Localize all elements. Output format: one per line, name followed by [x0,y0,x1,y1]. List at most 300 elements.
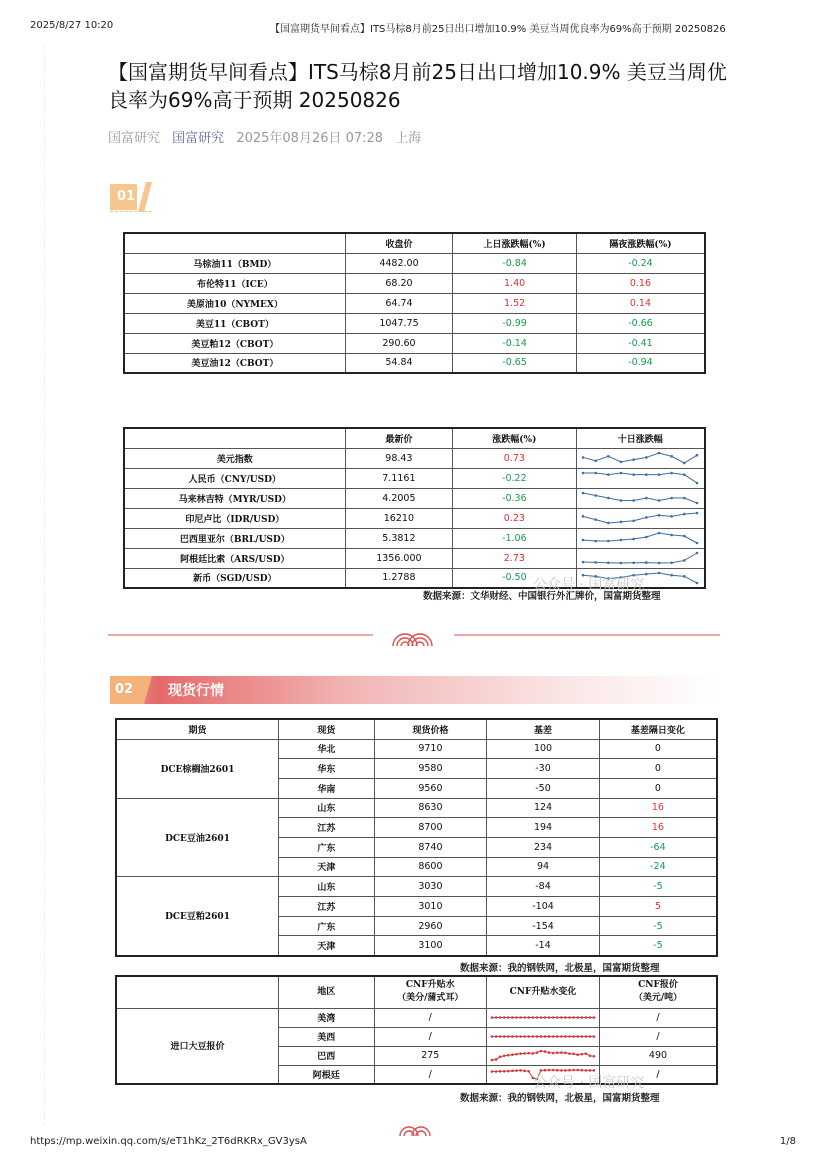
sparkline-point [658,562,661,565]
sparkline-point [527,1035,530,1038]
sparkline-point [532,1035,535,1038]
sparkline-line [583,453,697,463]
fx-header-trend: 十日涨跌幅 [576,428,705,448]
sparkline-point [607,522,610,525]
sparkline-point [552,1035,555,1038]
futures-prev-change: 1.40 [453,273,577,293]
import-premium: / [374,1008,486,1027]
sparkline-point [560,1035,563,1038]
sparkline-point [585,1016,588,1019]
sparkline-point [576,1035,579,1038]
sparkline-point [658,514,661,517]
sparkline-point [568,1052,571,1055]
sparkline-point [683,462,686,465]
sparkline-point [607,540,610,543]
section-01-badge: 01 [110,184,137,210]
sparkline-point [515,1069,518,1072]
futures-header-overnight: 隔夜涨跌幅(%) [576,233,705,253]
sparkline-point [560,1016,563,1019]
spot-price: 8630 [374,798,487,818]
print-datetime: 2025/8/27 10:20 [30,20,114,31]
sparkline-point [683,473,686,476]
sparkline-point [582,492,585,495]
futures-close: 68.20 [345,273,453,293]
futures-overnight-change: -0.94 [576,353,705,373]
spot-header-row [116,719,717,739]
sparkline-point [580,1016,583,1019]
spot-contract: DCE棕榈油2601 [116,739,279,798]
import-header-trend: CNF升贴水变化 [487,976,600,1008]
sparkline-point [620,499,623,502]
sparkline-point [593,1035,596,1038]
sparkline-point [499,1070,502,1073]
sparkline-point [658,499,661,502]
import-premium: 275 [374,1046,486,1065]
sparkline-point [595,518,598,521]
spot-basis: 100 [487,739,600,759]
sparkline-point [582,561,585,564]
sparkline-point [620,521,623,524]
fx-name: 新币（SGD/USD） [124,568,345,588]
spot-basis-change: 0 [599,778,717,798]
sparkline-point [683,575,686,578]
sparkline-point [582,456,585,459]
import-header-row [116,976,717,1008]
futures-close: 290.60 [345,333,453,353]
article-title: 【国富期货早间看点】ITS马棕8月前25日出口增加10.9% 美豆当周优良率为69%高于预期 20250826 [108,60,727,112]
spot-basis-change: -5 [599,936,717,956]
sparkline-point [658,571,661,574]
import-region: 巴西 [278,1046,374,1065]
spot-region: 华北 [279,739,375,759]
sparkline-point [507,1016,510,1019]
spot-region: 天津 [279,857,375,877]
sparkline-point [580,1035,583,1038]
futures-name: 布伦特11（ICE） [124,273,345,293]
fx-change: -0.36 [453,488,576,508]
spot-row [116,877,717,897]
fx-change: -1.06 [453,528,576,548]
fx-price: 7.1161 [345,468,453,488]
sparkline-chart [580,530,700,546]
sparkline-point [633,538,636,541]
import-premium: / [374,1065,486,1084]
fx-header-price: 最新价 [345,428,453,448]
fx-trend-cell [576,448,705,468]
spot-price: 8740 [374,837,487,857]
fx-table [123,427,706,589]
spot-basis: 124 [487,798,600,818]
sparkline-point [696,552,699,555]
futures-row [124,273,705,293]
sparkline-point [495,1070,498,1073]
sparkline-point [536,1051,539,1054]
sparkline-point [593,1055,596,1058]
sparkline-point [511,1053,514,1056]
import-premium: / [374,1027,486,1046]
sparkline-point [519,1069,522,1072]
spot-header-basis: 基差 [487,719,600,739]
fx-change: 2.73 [453,548,576,568]
sparkline-point [491,1059,494,1062]
print-title: 【国富期货早间看点】ITS马棕8月前25日出口增加10.9% 美豆当周优良率为69%高于预期 20250826 [270,24,726,35]
sparkline-point [696,542,699,545]
page-url: https://mp.weixin.qq.com/s/eT1hKz_2T6dRKRx_GV3ysA [30,1136,307,1147]
sparkline-point [585,1052,588,1055]
sparkline-chart [580,450,700,466]
spot-price: 9560 [374,778,487,798]
spot-region: 广东 [279,837,375,857]
sparkline-point [540,1016,543,1019]
spot-region: 山东 [279,798,375,818]
sparkline-point [523,1016,526,1019]
fx-price: 1.2788 [345,568,453,588]
sparkline-point [696,581,699,584]
sparkline-point [511,1016,514,1019]
sparkline-point [633,499,636,502]
import-soybean-table [115,975,718,1085]
sparkline-point [607,455,610,458]
sparkline-point [696,512,699,515]
sparkline-point [556,1069,559,1072]
import-header-premium: CNF升贴水 （美分/蒲式耳） [374,976,486,1008]
sparkline-point [595,472,598,475]
spot-region: 华东 [279,759,375,779]
sparkline-point [523,1052,526,1055]
sparkline-line [583,533,697,543]
spot-basis: -14 [487,936,600,956]
spot-region: 广东 [279,916,375,936]
page-number: 1/8 [779,1136,796,1147]
sparkline-point [523,1035,526,1038]
section-02-badge: 02 [110,676,138,704]
sparkline-point [696,482,699,485]
sparkline-chart [489,1048,597,1063]
sparkline-point [645,561,648,564]
sparkline-point [523,1069,526,1072]
sparkline-point [495,1058,498,1061]
spot-basis-change: 0 [599,739,717,759]
sparkline-point [620,539,623,542]
sparkline-point [696,502,699,505]
fx-name: 印尼卢比（IDR/USD） [124,508,345,528]
sparkline-line [583,473,697,483]
sparkline-point [620,461,623,464]
sparkline-line [583,513,697,523]
sparkline-chart [580,510,700,526]
fx-price: 5.3812 [345,528,453,548]
print-header [0,20,826,36]
import-quote: / [600,1008,718,1027]
spot-contract: DCE豆粕2601 [116,877,279,956]
sparkline-point [633,562,636,565]
futures-table [123,232,706,374]
sparkline-point [658,473,661,476]
futures-name: 美豆油12（CBOT） [124,353,345,373]
futures-overnight-change: 0.14 [576,293,705,313]
sparkline-point [552,1016,555,1019]
sparkline-point [527,1052,530,1055]
import-region: 阿根廷 [278,1065,374,1084]
import-region: 美湾 [278,1008,374,1027]
sparkline-point [532,1052,535,1055]
sparkline-point [683,497,686,500]
sparkline-point [576,1016,579,1019]
spot-row [116,798,717,818]
sparkline-point [540,1050,543,1053]
sparkline-point [499,1056,502,1059]
spot-region: 山东 [279,877,375,897]
sparkline-point [589,1054,592,1057]
sparkline-point [499,1035,502,1038]
spot-region: 天津 [279,936,375,956]
fx-source-note: 数据来源：文华财经、中国银行外汇牌价，国富期货整理 [423,591,661,602]
fx-change: -0.50 [453,568,576,588]
sparkline-point [576,1068,579,1071]
import-quote: 490 [600,1046,718,1065]
futures-close: 54.84 [345,353,453,373]
fx-name: 巴西里亚尔（BRL/USD） [124,528,345,548]
sparkline-point [645,536,648,539]
spot-header-contract: 期货 [116,719,279,739]
sparkline-point [658,532,661,535]
futures-header-name [124,233,345,253]
sparkline-point [620,562,623,565]
spot-basis: 194 [487,818,600,838]
sparkline-point [507,1054,510,1057]
sparkline-point [572,1053,575,1056]
sparkline-point [548,1068,551,1071]
sparkline-point [671,472,674,475]
wave-ornament-icon [398,1116,432,1136]
sparkline-point [589,1016,592,1019]
spot-basis-change: -24 [599,857,717,877]
fx-price: 1356.000 [345,548,453,568]
sparkline-point [491,1035,494,1038]
futures-row [124,353,705,373]
sparkline-point [548,1035,551,1038]
sparkline-point [580,1069,583,1072]
futures-row [124,333,705,353]
sparkline-point [564,1035,567,1038]
fx-trend-cell [576,528,705,548]
futures-close: 4482.00 [345,253,453,273]
futures-overnight-change: 0.16 [576,273,705,293]
futures-prev-change: -0.65 [453,353,577,373]
sparkline-point [544,1035,547,1038]
print-footer [0,1136,826,1152]
sparkline-point [556,1016,559,1019]
sparkline-point [589,1035,592,1038]
futures-row [124,293,705,313]
sparkline-point [503,1054,506,1057]
section-02-banner [110,676,720,704]
sparkline-point [548,1051,551,1054]
futures-name: 美豆粕12（CBOT） [124,333,345,353]
fx-trend-cell [576,468,705,488]
sparkline-point [544,1069,547,1072]
futures-name: 马棕油11（BMD） [124,253,345,273]
sparkline-point [607,473,610,476]
spot-basis: -104 [487,897,600,917]
fx-header-change: 涨跌幅(%) [453,428,576,448]
spot-basis-change: 16 [599,798,717,818]
sparkline-point [683,513,686,516]
import-header-quote: CNF报价 （美元/吨） [600,976,718,1008]
sparkline-point [540,1035,543,1038]
spot-price: 8700 [374,818,487,838]
sparkline-point [519,1052,522,1055]
sparkline-chart [489,1010,597,1025]
sparkline-point [564,1016,567,1019]
fx-row [124,548,705,568]
sparkline-point [527,1070,530,1073]
sparkline-point [671,515,674,518]
sparkline-point [556,1052,559,1055]
sparkline-point [696,454,699,457]
sparkline-point [491,1016,494,1019]
futures-header-close: 收盘价 [345,233,453,253]
spot-price-table [115,718,718,957]
spot-basis: -30 [487,759,600,779]
futures-prev-change: -0.84 [453,253,577,273]
sparkline-point [671,574,674,577]
left-guide-line [44,45,45,1125]
futures-overnight-change: -0.41 [576,333,705,353]
spot-basis-change: -5 [599,877,717,897]
sparkline-point [499,1016,502,1019]
fx-trend-cell [576,508,705,528]
sparkline-point [515,1053,518,1056]
futures-name: 美豆11（CBOT） [124,313,345,333]
spot-basis-change: -5 [599,916,717,936]
import-trend-cell [487,1008,600,1027]
fx-trend-cell [576,488,705,508]
sparkline-point [582,539,585,542]
import-quote: / [600,1027,718,1046]
spot-price: 2960 [374,916,487,936]
spot-region: 江苏 [279,818,375,838]
spot-source-note: 数据来源：我的钢铁网，北极星，国富期货整理 [460,963,660,974]
sparkline-point [515,1035,518,1038]
section-01-underline [110,211,152,212]
sparkline-line [583,553,697,563]
sparkline-point [593,1016,596,1019]
sparkline-point [552,1068,555,1071]
sparkline-point [568,1016,571,1019]
fx-price: 98.43 [345,448,453,468]
spot-price: 8600 [374,857,487,877]
import-label: 进口大豆报价 [116,1008,278,1084]
fx-change: 0.73 [453,448,576,468]
sparkline-point [511,1069,514,1072]
sparkline-point [645,473,648,476]
sparkline-point [572,1016,575,1019]
fx-change: -0.22 [453,468,576,488]
account-link[interactable]: 国富研究 [172,131,225,146]
fx-price: 16210 [345,508,453,528]
sparkline-point [683,535,686,538]
sparkline-point [658,452,661,455]
spot-header-change: 基差隔日变化 [599,719,717,739]
sparkline-chart [580,470,700,486]
spot-price: 3030 [374,877,487,897]
sparkline-point [572,1035,575,1038]
spot-header-price: 现货价格 [374,719,487,739]
futures-close: 1047.75 [345,313,453,333]
fx-price: 4.2005 [345,488,453,508]
sparkline-point [595,459,598,462]
fx-change: 0.23 [453,508,576,528]
sparkline-point [633,458,636,461]
sparkline-point [556,1035,559,1038]
sparkline-point [548,1016,551,1019]
fx-header-row [124,428,705,448]
sparkline-point [645,497,648,500]
fx-row [124,528,705,548]
sparkline-point [491,1070,494,1073]
sparkline-point [503,1016,506,1019]
sparkline-point [519,1035,522,1038]
sparkline-point [585,1035,588,1038]
sparkline-point [671,562,674,565]
sparkline-point [507,1070,510,1073]
sparkline-point [607,562,610,565]
sparkline-point [576,1053,579,1056]
sparkline-point [645,573,648,576]
sparkline-point [683,559,686,562]
sparkline-point [519,1016,522,1019]
spot-price: 9580 [374,759,487,779]
article-author: 国富研究 [108,131,161,146]
futures-prev-change: 1.52 [453,293,577,313]
fx-name: 阿根廷比索（ARS/USD） [124,548,345,568]
sparkline-point [572,1068,575,1071]
watermark: 公众号 · 国富研究 [533,577,645,593]
futures-row [124,253,705,273]
sparkline-point [671,497,674,500]
spot-basis: -154 [487,916,600,936]
sparkline-point [607,497,610,500]
sparkline-point [536,1035,539,1038]
import-row [116,1008,717,1027]
spot-row [116,739,717,759]
sparkline-point [671,455,674,458]
wave-ornament-icon [393,634,432,646]
sparkline-point [595,561,598,564]
fx-row [124,468,705,488]
spot-basis-change: -64 [599,837,717,857]
futures-prev-change: -0.99 [453,313,577,333]
import-header-blank [116,976,278,1008]
spot-price: 3100 [374,936,487,956]
sparkline-point [503,1070,506,1073]
futures-prev-change: -0.14 [453,333,577,353]
sparkline-point [671,534,674,537]
futures-header-row [124,233,705,253]
sparkline-point [645,456,648,459]
sparkline-point [544,1016,547,1019]
spot-basis-change: 16 [599,818,717,838]
sparkline-line [583,493,697,503]
spot-price: 3010 [374,897,487,917]
spot-price: 9710 [374,739,487,759]
sparkline-point [532,1016,535,1019]
sparkline-chart [580,490,700,506]
import-quote: / [600,1065,718,1084]
sparkline-point [568,1035,571,1038]
article-meta [108,127,429,146]
